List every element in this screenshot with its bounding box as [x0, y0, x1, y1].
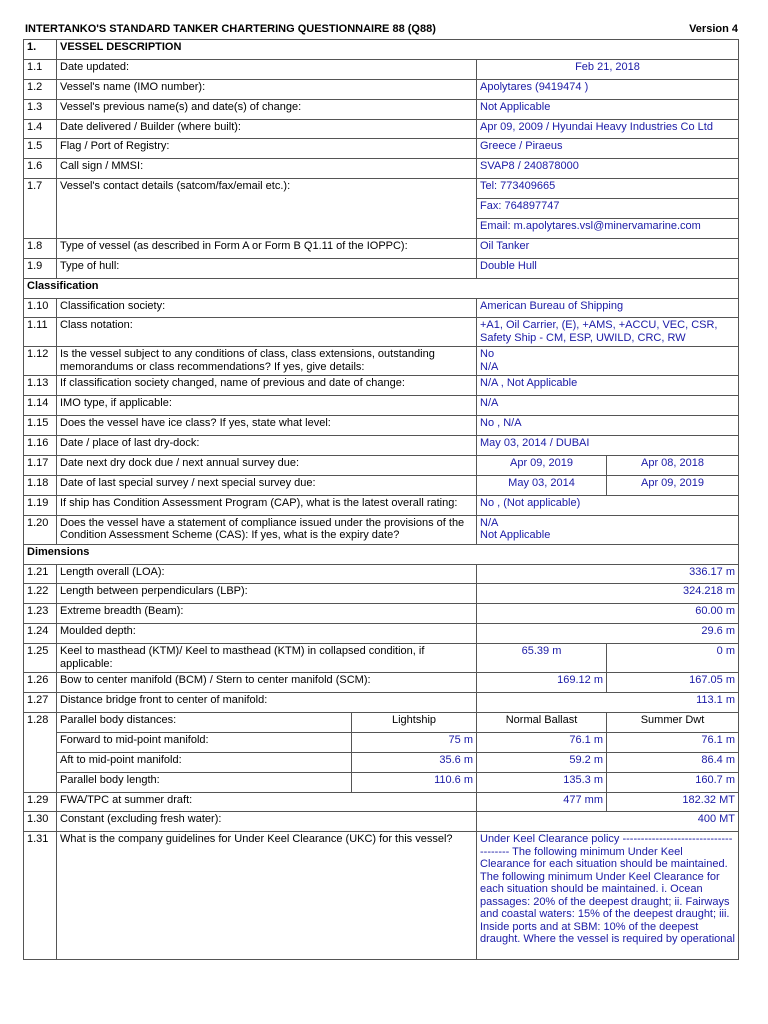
row-1-27 [24, 693, 739, 713]
row-question: Moulded depth: [57, 624, 477, 644]
row-answer: 400 MT [477, 812, 739, 832]
summer-dwt-value: 86.4 m [607, 752, 739, 772]
row-question: Does the vessel have a statement of compliance issued under the provisions of the Condition Assessment Scheme (CAS): If yes, what is the expiry date? [57, 515, 477, 544]
row-question: Vessel's previous name(s) and date(s) of change: [57, 99, 477, 119]
row-number: 1.19 [24, 495, 57, 515]
row-number: 1.1 [24, 59, 57, 79]
last-special-survey-value: May 03, 2014 [477, 475, 607, 495]
row-question: Type of vessel (as described in Form A or Form B Q1.11 of the IOPPC): [57, 238, 477, 258]
row-number: 1.18 [24, 475, 57, 495]
row-1-9 [24, 258, 739, 278]
row-number: 1.4 [24, 119, 57, 139]
col-header-normal-ballast: Normal Ballast [477, 712, 607, 732]
row-1-7-tel [24, 179, 739, 199]
section-title: VESSEL DESCRIPTION [57, 40, 739, 60]
row-answer: N/A [477, 396, 739, 416]
row-number: 1.15 [24, 416, 57, 436]
row-question: Length between perpendiculars (LBP): [57, 584, 477, 604]
row-1-30 [24, 812, 739, 832]
row-question: Flag / Port of Registry: [57, 139, 477, 159]
row-number: 1.31 [24, 832, 57, 960]
row-number: 1.24 [24, 624, 57, 644]
row-answer: 336.17 m [477, 564, 739, 584]
ktm-collapsed-value: 0 m [607, 644, 739, 673]
row-question: If classification society changed, name of previous and date of change: [57, 376, 477, 396]
row-1-14 [24, 396, 739, 416]
fwa-value: 477 mm [477, 792, 607, 812]
section-title: Dimensions [24, 544, 739, 564]
row-number: 1.8 [24, 238, 57, 258]
ukc-policy-text: Under Keel Clearance policy -------------------------------------- The following minimum Under Keel Clearance for each situation should be maintained. The following minimum Under Keel Clearance for each situation should be maintained. i. Ocean passages: 20% of the deepest draught; ii. Fairways and coastal waters: 15% of the deepest draught; iii. Inside ports and at SBM: 10% of the deepest draught. Where the vessel is required by operational [477, 832, 739, 960]
row-answer: +A1, Oil Carrier, (E), +AMS, +ACCU, VEC, CSR, Safety Ship - CM, ESP, UWILD, CRC, RW [477, 318, 739, 347]
col-header-lightship: Lightship [352, 712, 477, 732]
row-1-4 [24, 119, 739, 139]
next-special-survey-value: Apr 09, 2019 [607, 475, 739, 495]
row-question: IMO type, if applicable: [57, 396, 477, 416]
row-question: FWA/TPC at summer draft: [57, 792, 477, 812]
row-1-21 [24, 564, 739, 584]
ktm-value: 65.39 m [477, 644, 607, 673]
row-1-6 [24, 159, 739, 179]
row-question: Date updated: [57, 59, 477, 79]
row-question: Date delivered / Builder (where built): [57, 119, 477, 139]
row-answer: Greece / Piraeus [477, 139, 739, 159]
row-number: 1.14 [24, 396, 57, 416]
row-answer: 29.6 m [477, 624, 739, 644]
row-number: 1.7 [24, 179, 57, 239]
row-question: Type of hull: [57, 258, 477, 278]
answer-line-1: N/A [480, 516, 499, 529]
normal-ballast-value: 76.1 m [477, 732, 607, 752]
contact-tel: Tel: 773409665 [477, 179, 739, 199]
row-number: 1.22 [24, 584, 57, 604]
row-1-5 [24, 139, 739, 159]
document-title: INTERTANKO'S STANDARD TANKER CHARTERING QUESTIONNAIRE 88 (Q88) [25, 23, 436, 35]
row-1-23 [24, 604, 739, 624]
row-question: Vessel's name (IMO number): [57, 79, 477, 99]
row-number: 1.6 [24, 159, 57, 179]
row-number: 1.9 [24, 258, 57, 278]
next-dry-dock-value: Apr 09, 2019 [477, 456, 607, 476]
row-number: 1.13 [24, 376, 57, 396]
document-header [23, 22, 738, 38]
row-1-11 [24, 318, 739, 347]
row-number: 1.28 [24, 712, 57, 792]
row-1-26 [24, 673, 739, 693]
row-number: 1.21 [24, 564, 57, 584]
row-1-3 [24, 99, 739, 119]
row-number: 1.20 [24, 515, 57, 544]
row-number: 1.11 [24, 318, 57, 347]
row-number: 1.2 [24, 79, 57, 99]
answer-line-2: Not Applicable [480, 529, 551, 542]
row-number: 1.27 [24, 693, 57, 713]
row-1-24 [24, 624, 739, 644]
section-dimensions [24, 544, 739, 564]
row-question: Class notation: [57, 318, 477, 347]
row-question: Vessel's contact details (satcom/fax/email etc.): [57, 179, 477, 239]
row-answer: Double Hull [477, 258, 739, 278]
sub-label: Parallel body length: [57, 772, 352, 792]
row-1-29 [24, 792, 739, 812]
row-answer [477, 515, 739, 544]
answer-line-1: No [480, 348, 495, 361]
section-title: Classification [24, 278, 739, 298]
row-question: Keel to masthead (KTM)/ Keel to masthead (KTM) in collapsed condition, if applicable: [57, 644, 477, 673]
row-answer: 113.1 m [477, 693, 739, 713]
row-question: Bow to center manifold (BCM) / Stern to center manifold (SCM): [57, 673, 477, 693]
row-answer: Not Applicable [477, 99, 739, 119]
contact-email: Email: m.apolytares.vsl@minervamarine.com [477, 219, 739, 239]
row-1-20 [24, 515, 739, 544]
row-1-31 [24, 832, 739, 960]
row-number: 1.23 [24, 604, 57, 624]
row-question: Constant (excluding fresh water): [57, 812, 477, 832]
row-answer: American Bureau of Shipping [477, 298, 739, 318]
row-question: Parallel body distances: [57, 712, 352, 732]
row-answer: 324.218 m [477, 584, 739, 604]
answer-line-2: N/A [480, 360, 499, 373]
row-question: Date next dry dock due / next annual survey due: [57, 456, 477, 476]
row-question: Extreme breadth (Beam): [57, 604, 477, 624]
sub-label: Forward to mid-point manifold: [57, 732, 352, 752]
row-question: Call sign / MMSI: [57, 159, 477, 179]
row-answer: 60.00 m [477, 604, 739, 624]
row-1-8 [24, 238, 739, 258]
row-1-25 [24, 644, 739, 673]
lightship-value: 110.6 m [352, 772, 477, 792]
row-answer: SVAP8 / 240878000 [477, 159, 739, 179]
row-answer: Apolytares (9419474 ) [477, 79, 739, 99]
scm-value: 167.05 m [607, 673, 739, 693]
row-answer: Oil Tanker [477, 238, 739, 258]
normal-ballast-value: 59.2 m [477, 752, 607, 772]
summer-dwt-value: 160.7 m [607, 772, 739, 792]
row-1-10 [24, 298, 739, 318]
row-question: Length overall (LOA): [57, 564, 477, 584]
row-number: 1.10 [24, 298, 57, 318]
summer-dwt-value: 76.1 m [607, 732, 739, 752]
row-1-1 [24, 59, 739, 79]
row-question: Is the vessel subject to any conditions of class, class extensions, outstanding memorandums or class recommendations? If yes, give details: [57, 347, 477, 376]
sub-label: Aft to mid-point manifold: [57, 752, 352, 772]
normal-ballast-value: 135.3 m [477, 772, 607, 792]
row-1-28-header [24, 712, 739, 732]
row-question: Date of last special survey / next special survey due: [57, 475, 477, 495]
row-1-28-length [24, 772, 739, 792]
row-question: Classification society: [57, 298, 477, 318]
row-1-2 [24, 79, 739, 99]
row-1-12 [24, 347, 739, 376]
row-1-18 [24, 475, 739, 495]
col-header-summer-dwt: Summer Dwt [607, 712, 739, 732]
row-question: Distance bridge front to center of manifold: [57, 693, 477, 713]
section-classification [24, 278, 739, 298]
lightship-value: 75 m [352, 732, 477, 752]
lightship-value: 35.6 m [352, 752, 477, 772]
row-answer [477, 347, 739, 376]
row-number: 1.12 [24, 347, 57, 376]
row-answer: Feb 21, 2018 [477, 59, 739, 79]
row-1-15 [24, 416, 739, 436]
row-number: 1.26 [24, 673, 57, 693]
contact-fax: Fax: 764897747 [477, 199, 739, 219]
row-answer: Apr 09, 2009 / Hyundai Heavy Industries Co Ltd [477, 119, 739, 139]
row-number: 1.16 [24, 436, 57, 456]
row-question: Does the vessel have ice class? If yes, state what level: [57, 416, 477, 436]
row-number: 1.25 [24, 644, 57, 673]
row-question: If ship has Condition Assessment Program (CAP), what is the latest overall rating: [57, 495, 477, 515]
row-answer: No , (Not applicable) [477, 495, 739, 515]
row-number: 1.29 [24, 792, 57, 812]
row-1-16 [24, 436, 739, 456]
row-question: What is the company guidelines for Under Keel Clearance (UKC) for this vessel? [57, 832, 477, 960]
row-answer: N/A , Not Applicable [477, 376, 739, 396]
row-1-13 [24, 376, 739, 396]
row-1-17 [24, 456, 739, 476]
row-1-19 [24, 495, 739, 515]
bcm-value: 169.12 m [477, 673, 607, 693]
row-answer: No , N/A [477, 416, 739, 436]
next-annual-survey-value: Apr 08, 2018 [607, 456, 739, 476]
section-vessel-description [24, 40, 739, 60]
row-number: 1.17 [24, 456, 57, 476]
section-number: 1. [24, 40, 57, 60]
tpc-value: 182.32 MT [607, 792, 739, 812]
row-number: 1.30 [24, 812, 57, 832]
q88-table [23, 39, 739, 960]
row-1-28-forward [24, 732, 739, 752]
row-1-22 [24, 584, 739, 604]
document-version: Version 4 [689, 23, 738, 35]
row-1-28-aft [24, 752, 739, 772]
row-number: 1.5 [24, 139, 57, 159]
row-number: 1.3 [24, 99, 57, 119]
row-question: Date / place of last dry-dock: [57, 436, 477, 456]
row-answer: May 03, 2014 / DUBAI [477, 436, 739, 456]
